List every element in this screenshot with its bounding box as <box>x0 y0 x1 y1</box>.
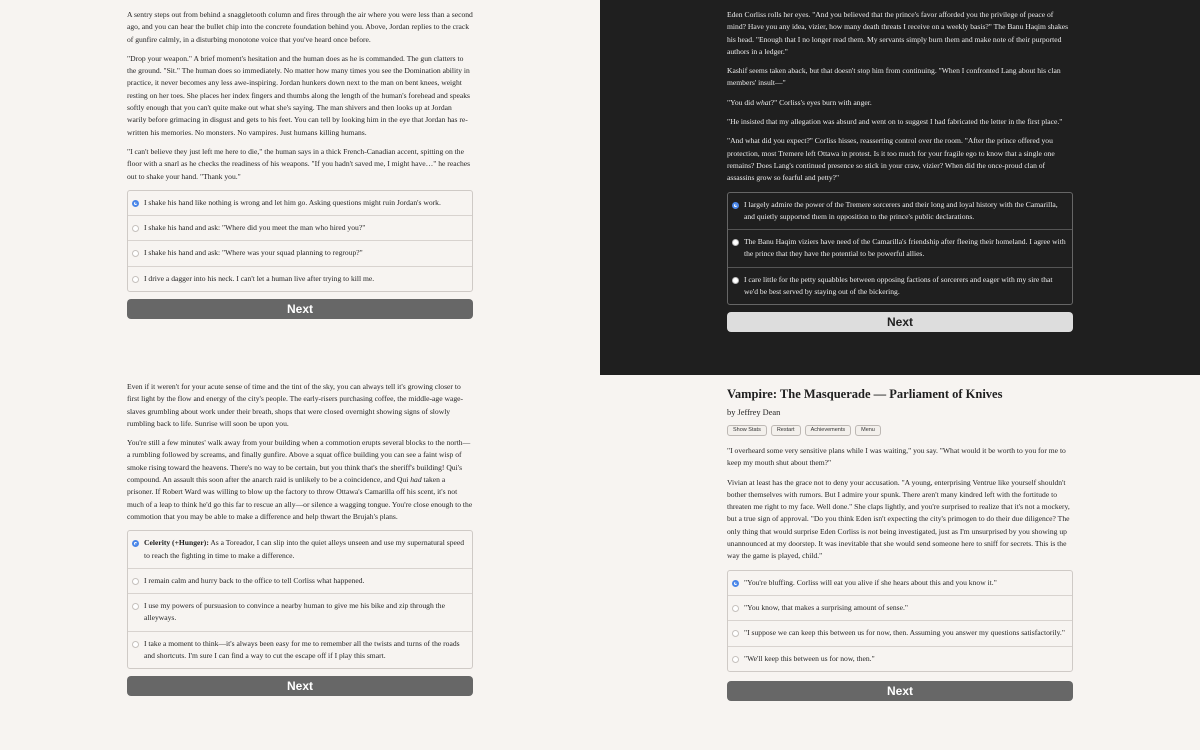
choice-list <box>127 190 473 292</box>
choice-option[interactable] <box>728 595 1072 620</box>
choice-label: I remain calm and hurry back to the office to tell Corliss what happened. <box>144 575 365 585</box>
choice-option[interactable] <box>728 620 1072 645</box>
radio-icon[interactable] <box>732 656 739 663</box>
choice-text: As a Toreador, I can slip into the quiet alleys unseen and use my supernatural speed to reach the fighting in time to make a difference. <box>144 538 465 560</box>
choice-label: "You know, that makes a surprising amount of sense." <box>744 602 908 612</box>
story-paragraph: Kashif seems taken aback, but that doesn't stop him from continuing. "When I confronted Lang about his clan members' insult—" <box>727 66 1061 88</box>
choice-label <box>144 537 468 562</box>
radio-icon[interactable] <box>132 603 139 610</box>
story-column <box>727 386 1073 701</box>
choice-label: I take a moment to think—it's always been easy for me to remember all the twists and turns of the roads and shortcuts. I'm sure I can find a way to cut the escape off if I play this smart. <box>144 638 460 661</box>
story-paragraph: Even if it weren't for your acute sense of time and the tint of the sky, you can always tell it's growing closer to first light by the flow and energy of the city's people. The early-risers purchasing coffee, the middle-age wage-slaves grumbling about work under their breath, shops that were closed overnight showing signs of slowly rumbling back to life. Sunrise will soon be upon you. <box>127 382 464 428</box>
choice-option[interactable] <box>128 191 472 215</box>
choice-label: I shake his hand like nothing is wrong and let him go. Asking questions might ruin Jordan's work. <box>144 197 441 207</box>
story-paragraph: "I overheard some very sensitive plans while I was waiting," you say. "What would it be worth to you for me to keep my mouth shut about them?" <box>727 446 1066 468</box>
choice-stat-label: Celerity (+Hunger): <box>144 538 209 548</box>
choice-option[interactable] <box>728 229 1072 267</box>
choice-option[interactable] <box>128 215 472 240</box>
choice-label: "We'll keep this between us for now, then." <box>744 653 875 663</box>
radio-icon[interactable] <box>132 225 139 232</box>
next-button[interactable]: Next <box>727 681 1073 701</box>
story-column <box>727 9 1073 332</box>
choice-label: I drive a dagger into his neck. I can't let a human live after trying to kill me. <box>144 273 375 283</box>
story-panel-bottom-left <box>0 375 600 750</box>
choice-label: "You're bluffing. Corliss will eat you alive if she hears about this and you know it." <box>744 577 997 587</box>
game-title: Vampire: The Masquerade — Parliament of Knives <box>727 387 1003 401</box>
radio-icon[interactable] <box>732 239 739 246</box>
emphasis-text: what <box>755 97 771 107</box>
achievements-button[interactable]: Achievements <box>805 425 852 436</box>
radio-icon[interactable] <box>132 276 139 283</box>
radio-selected-icon[interactable] <box>132 540 139 547</box>
story-column <box>127 381 473 696</box>
radio-selected-icon[interactable] <box>732 580 739 587</box>
choice-list <box>727 570 1073 672</box>
radio-selected-icon[interactable] <box>132 200 139 207</box>
choice-option[interactable] <box>728 267 1072 305</box>
radio-icon[interactable] <box>132 641 139 648</box>
choice-option[interactable] <box>128 266 472 291</box>
choice-label: I shake his hand and ask: "Where was your squad planning to regroup?" <box>144 248 363 258</box>
radio-icon[interactable] <box>132 250 139 257</box>
story-paragraph: "Drop your weapon." A brief moment's hesitation and the human does as he is commanded. The gun clatters to the ground. "Sit." The human does so immediately. No matter how many times you see the Domination ability in practice, it never becomes any less awe-inspiring. Jordan hunkers down next to the man on bent knees, weight resting on her toes. She places her index fingers and thumbs along the length of the human's forehead and speaks softly enough that you can't quite make out what she's saying. The man shivers and then looks up at Jordan warily before grimacing in disgust and gets to his feet. You can tell by looking him in the eye that Jordan has re-written his memories. No monsters. No vampires. Just humans killing humans. <box>127 53 470 137</box>
story-paragraph: "You did what?" Corliss's eyes burn with anger. <box>727 97 872 107</box>
emphasis-text: not <box>867 526 878 536</box>
choice-option[interactable] <box>728 646 1072 671</box>
story-paragraph: Eden Corliss rolls her eyes. "And you believed that the prince's favor afforded you the privilege of peace of mind? Have you any idea, vizier, how many death threats I receive on a weekly basis?" The Banu Haqim shakes his head. "Enough that I no longer read them. My servants simply burn them and make note of their purported authors in a ledger." <box>727 10 1069 56</box>
choice-option[interactable] <box>728 571 1072 595</box>
game-toolbar <box>727 425 1073 436</box>
choice-option[interactable] <box>728 193 1072 230</box>
menu-button[interactable]: Menu <box>855 425 881 436</box>
story-panel-top-left <box>0 0 600 375</box>
story-paragraph: "He insisted that my allegation was absurd and went on to suggest I had fabricated the letter in the first place." <box>727 117 1063 127</box>
radio-selected-icon[interactable] <box>732 202 739 209</box>
choice-option[interactable] <box>128 568 472 593</box>
choice-option[interactable] <box>128 631 472 669</box>
emphasis-text: had <box>410 475 422 485</box>
story-column <box>127 9 473 319</box>
story-panel-bottom-right <box>600 375 1200 750</box>
story-panel-top-right <box>600 0 1200 375</box>
choice-option[interactable] <box>128 593 472 631</box>
story-paragraph: You're still a few minutes' walk away from your building when a commotion erupts several blocks to the north—a rumbling followed by screams, and finally gunfire. Above a squat office building you can see a faint wisp of smoke rising toward the heavens. There's no way to be certain, but you think that's the sheriff's building! Qui's compound. An assault this soon after the anarch raid is unlikely to be a coincidence, and Qui had taken a prisoner. If Robert Ward was willing to blow up the factory to throw Ottawa's Camarilla off his scent, it's not much of a leap to think he'd go this far to rescue an ally—or silence a wagging tongue. You're close enough to the commotion that you may be able to make a difference and help thwart the Brujah's plans. <box>127 438 473 521</box>
choice-option[interactable] <box>128 240 472 265</box>
radio-icon[interactable] <box>732 277 739 284</box>
choice-list <box>727 192 1073 306</box>
choice-label: I largely admire the power of the Tremere sorcerers and their long and loyal history with the Camarilla, and quietly supported them in opposition to the prince's public declarations. <box>744 199 1058 221</box>
show-stats-button[interactable]: Show Stats <box>727 425 767 436</box>
next-button[interactable]: Next <box>127 299 473 319</box>
game-author: by Jeffrey Dean <box>727 408 781 417</box>
story-paragraph: A sentry steps out from behind a snaggletooth column and fires through the air where you were less than a second ago, and you can hear the bullet chip into the concrete foundation behind you. Above, Jordan replies to the crack of gunfire calmly, in a disturbing monotone voice that you've heard once before. <box>127 10 473 44</box>
radio-icon[interactable] <box>732 605 739 612</box>
next-button[interactable]: Next <box>127 676 473 696</box>
choice-label: "I suppose we can keep this between us for now, then. Assuming you answer my questions satisfactorily." <box>744 628 1065 638</box>
choice-option[interactable] <box>128 531 472 568</box>
next-button[interactable]: Next <box>727 312 1073 332</box>
choice-list <box>127 530 473 669</box>
choice-label: I care little for the petty squabbles between opposing factions of sorcerers and eager with my sire that we'd be best served by staying out of the bickering. <box>744 274 1053 297</box>
choice-label: I use my powers of pursuasion to convince a nearby human to give me his bike and zip through the alleyways. <box>144 601 445 623</box>
choice-label: I shake his hand and ask: "Where did you meet the man who hired you?" <box>144 223 366 233</box>
story-paragraph: "I can't believe they just left me here to die," the human says in a thick French-Canadian accent, spitting on the floor with a snarl as he checks the readiness of his weapons. "If you hadn't saved me, I might have…" he reaches out to shake your hand. "Thank you." <box>127 146 471 181</box>
radio-icon[interactable] <box>132 578 139 585</box>
story-paragraph: "And what did you expect?" Corliss hisses, reasserting control over the room. "After the prince offered you protection, most Tremere left Ottawa in protest. Is it too much for your fragile ego to know that a single one remains? Does Lang's continued presence so stick in your craw, vizier? When did the once-proud clan of assassins grow so fearful and petty?" <box>727 136 1055 183</box>
choice-label: The Banu Haqim viziers have need of the Camarilla's friendship after fleeing their homeland. I agree with the prince that they have the potential to be powerful allies. <box>744 237 1066 259</box>
radio-icon[interactable] <box>732 630 739 637</box>
restart-button[interactable]: Restart <box>771 425 801 436</box>
story-paragraph: Vivian at least has the grace not to deny your accusation. "A young, enterprising Ventrue like yourself shouldn't bother themselves with rumors. But I admire your spunk. There aren't many kindred left with the fortitude to threaten me right to my face. Well done." She claps lightly, and you're surprised to realize that it's not a mockery, but a true sign of approval. "Do you think Eden isn't expecting the city's primogen to do their due diligence? The only thing that would surprise Eden Corliss is not being investigated, just as I'm unsurprised by you showing up unannounced at my doorstep. It was inevitable that she would send someone here to sniff for secrets. This is the way the game is played, child." <box>727 477 1070 561</box>
